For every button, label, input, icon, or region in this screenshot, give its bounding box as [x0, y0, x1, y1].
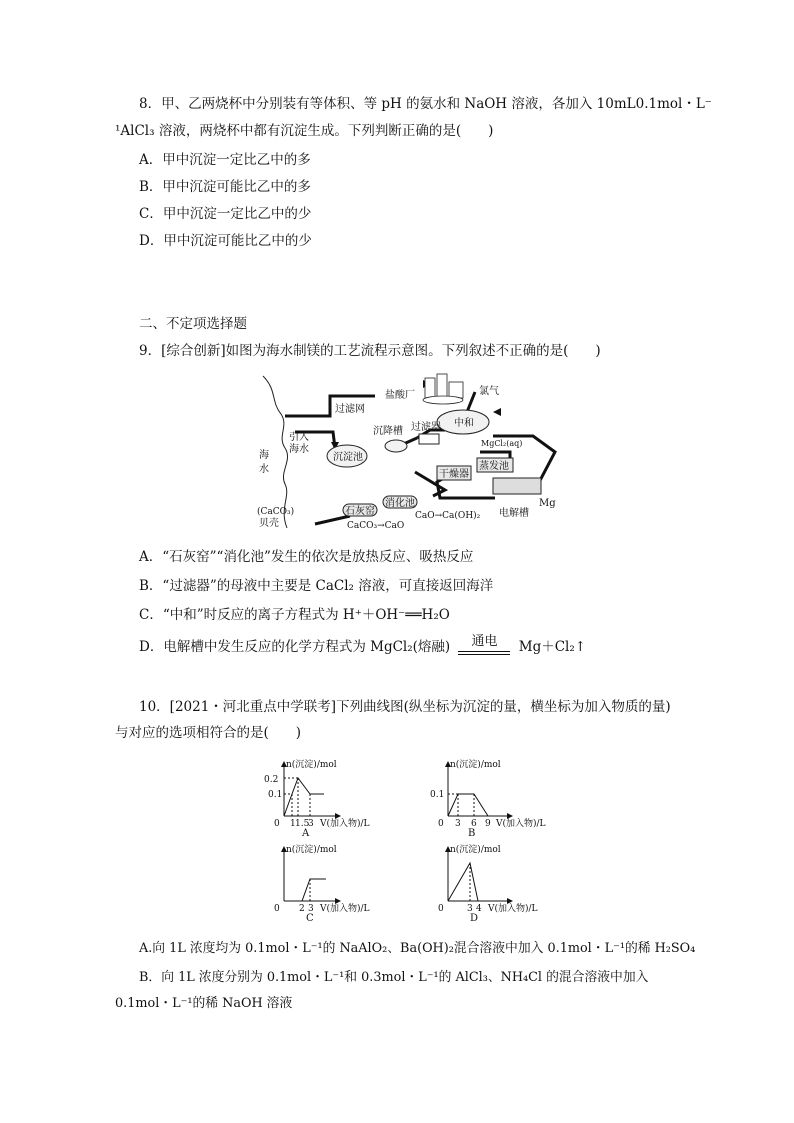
section-title: 二、不定项选择题	[139, 316, 247, 332]
graph-d-xtick-3: 3	[467, 904, 473, 914]
graph-c-ylabel: n(沉淀)/mol	[286, 845, 337, 855]
label-guolvqi: 过滤器	[411, 422, 441, 433]
label-shui: 水	[259, 464, 269, 475]
q9-stem: 9．[综合创新]如图为海水制镁的工艺流程示意图。下列叙述不正确的是( )	[139, 343, 601, 359]
q8-stem-line2: ¹AlCl₃ 溶液，两烧杯中都有沉淀生成。下列判断正确的是( )	[115, 123, 494, 139]
q9-option-c: C．“中和”时反应的离子方程式为 H⁺＋OH⁻══H₂O	[139, 607, 450, 623]
label-dianjiecao: 电解槽	[499, 508, 529, 519]
graph-c-name: C	[306, 913, 314, 923]
graph-b-xtick-3: 3	[455, 819, 461, 829]
graph-a-xtick-3: 3	[308, 819, 314, 829]
graph-a-xtick-1: 1	[290, 819, 296, 829]
graph-a-xtick-15: 1.5	[295, 819, 310, 829]
graph-a-ylabel: n(沉淀)/mol	[286, 760, 337, 770]
label-haishui: 海水	[289, 444, 309, 455]
label-mgcl2aq: MgCl₂(aq)	[481, 439, 523, 448]
q10-option-b-line1: B．向 1L 浓度分别为 0.1mol・L⁻¹和 0.3mol・L⁻¹的 AlCl₃、NH₄Cl 的混合溶液中加入	[139, 970, 649, 985]
graph-c-xtick-2: 2	[299, 904, 305, 914]
graph-c-xtick-3: 3	[308, 904, 314, 914]
graph-a-xlabel: V(加入物)/L	[320, 819, 370, 829]
graph-d-xlabel: V(加入物)/L	[488, 904, 538, 914]
graph-b-xlabel: V(加入物)/L	[496, 819, 546, 829]
label-caco3: (CaCO₃)	[257, 507, 295, 517]
graph-a-ytick-02: 0.2	[264, 775, 279, 785]
q10-stem-line1: 10．[2021・河北重点中学联考]下列曲线图(纵坐标为沉淀的量，横坐标为加入物质的量)	[139, 699, 671, 715]
label-zhonghe: 中和	[454, 418, 474, 429]
q10-option-b-line2: 0.1mol・L⁻¹的稀 NaOH 溶液	[115, 996, 293, 1011]
q9-option-d	[139, 633, 587, 657]
graph-d-name: D	[470, 913, 479, 923]
label-yansuanchang: 盐酸厂	[385, 390, 415, 401]
graph-b-xtick-9: 9	[485, 819, 491, 829]
q9-option-d-post: Mg＋Cl₂↑	[518, 639, 587, 655]
graph-b	[426, 758, 566, 838]
label-mg: Mg	[539, 498, 556, 509]
graph-b-ytick-01: 0.1	[430, 790, 445, 800]
graph-c-xtick-0: 0	[274, 904, 280, 914]
graph-a	[262, 758, 394, 838]
q8-option-a: A．甲中沉淀一定比乙中的多	[139, 152, 311, 168]
graph-b-xtick-6: 6	[471, 819, 477, 829]
q8-stem-line1: 8．甲、乙两烧杯中分别装有等体积、等 pH 的氨水和 NaOH 溶液，各加入 10mL0.1mol・L⁻	[139, 96, 712, 112]
q9-option-b: B．“过滤器”的母液中主要是 CaCl₂ 溶液，可直接返回海洋	[139, 578, 494, 594]
q10-stem-line2: 与对应的选项相符合的是( )	[115, 725, 302, 741]
q8-option-d: D．甲中沉淀可能比乙中的少	[139, 233, 312, 249]
q8-option-c: C．甲中沉淀一定比乙中的少	[139, 206, 312, 222]
graph-b-name: B	[468, 828, 476, 838]
graph-a-name: A	[302, 828, 310, 838]
label-hai: 海	[259, 450, 269, 461]
graph-c-xlabel: V(加入物)/L	[320, 904, 370, 914]
label-shihuiyao: 石灰窑	[345, 506, 375, 517]
label-caco3-cao: CaCO₃→CaO	[347, 521, 405, 531]
graph-d	[426, 843, 566, 923]
label-xiaohuachi: 消化池	[385, 498, 415, 509]
label-chenjiangcao: 沉降槽	[373, 426, 403, 437]
label-zhengfachi: 蒸发池	[479, 461, 509, 472]
graph-a-ytick-01: 0.1	[268, 790, 283, 800]
graph-d-xtick-0: 0	[438, 904, 444, 914]
label-cao-caoh2: CaO→Ca(OH)₂	[415, 511, 481, 521]
q9-option-a: A．“石灰窑”“消化池”发生的依次是放热反应、吸热反应	[139, 549, 474, 565]
label-chendianchi: 沉淀池	[333, 452, 363, 463]
label-yinru: 引入	[289, 432, 309, 443]
reaction-condition: 通电	[471, 633, 498, 649]
q9-option-d-pre: D．电解槽中发生反应的化学方程式为 MgCl₂(熔融)	[139, 639, 451, 655]
label-ganzaoqi: 干燥器	[439, 469, 469, 480]
label-lvqi: 氯气	[479, 386, 499, 397]
seawater-magnesium-flow-diagram	[255, 372, 565, 532]
reaction-arrow	[458, 633, 510, 657]
graph-c	[262, 843, 394, 923]
graph-d-xtick-4: 4	[476, 904, 482, 914]
label-beike: 贝壳	[259, 518, 279, 529]
graph-a-xtick-0: 0	[274, 819, 280, 829]
graph-d-ylabel: n(沉淀)/mol	[450, 845, 501, 855]
q8-option-b: B．甲中沉淀可能比乙中的多	[139, 179, 311, 195]
graph-b-xtick-0: 0	[438, 819, 444, 829]
graph-b-ylabel: n(沉淀)/mol	[450, 760, 501, 770]
q10-option-a: A.向 1L 浓度均为 0.1mol・L⁻¹的 NaAlO₂、Ba(OH)₂混合溶液中加入 0.1mol・L⁻¹的稀 H₂SO₄	[139, 941, 696, 956]
label-guolvwang: 过滤网	[335, 404, 365, 415]
